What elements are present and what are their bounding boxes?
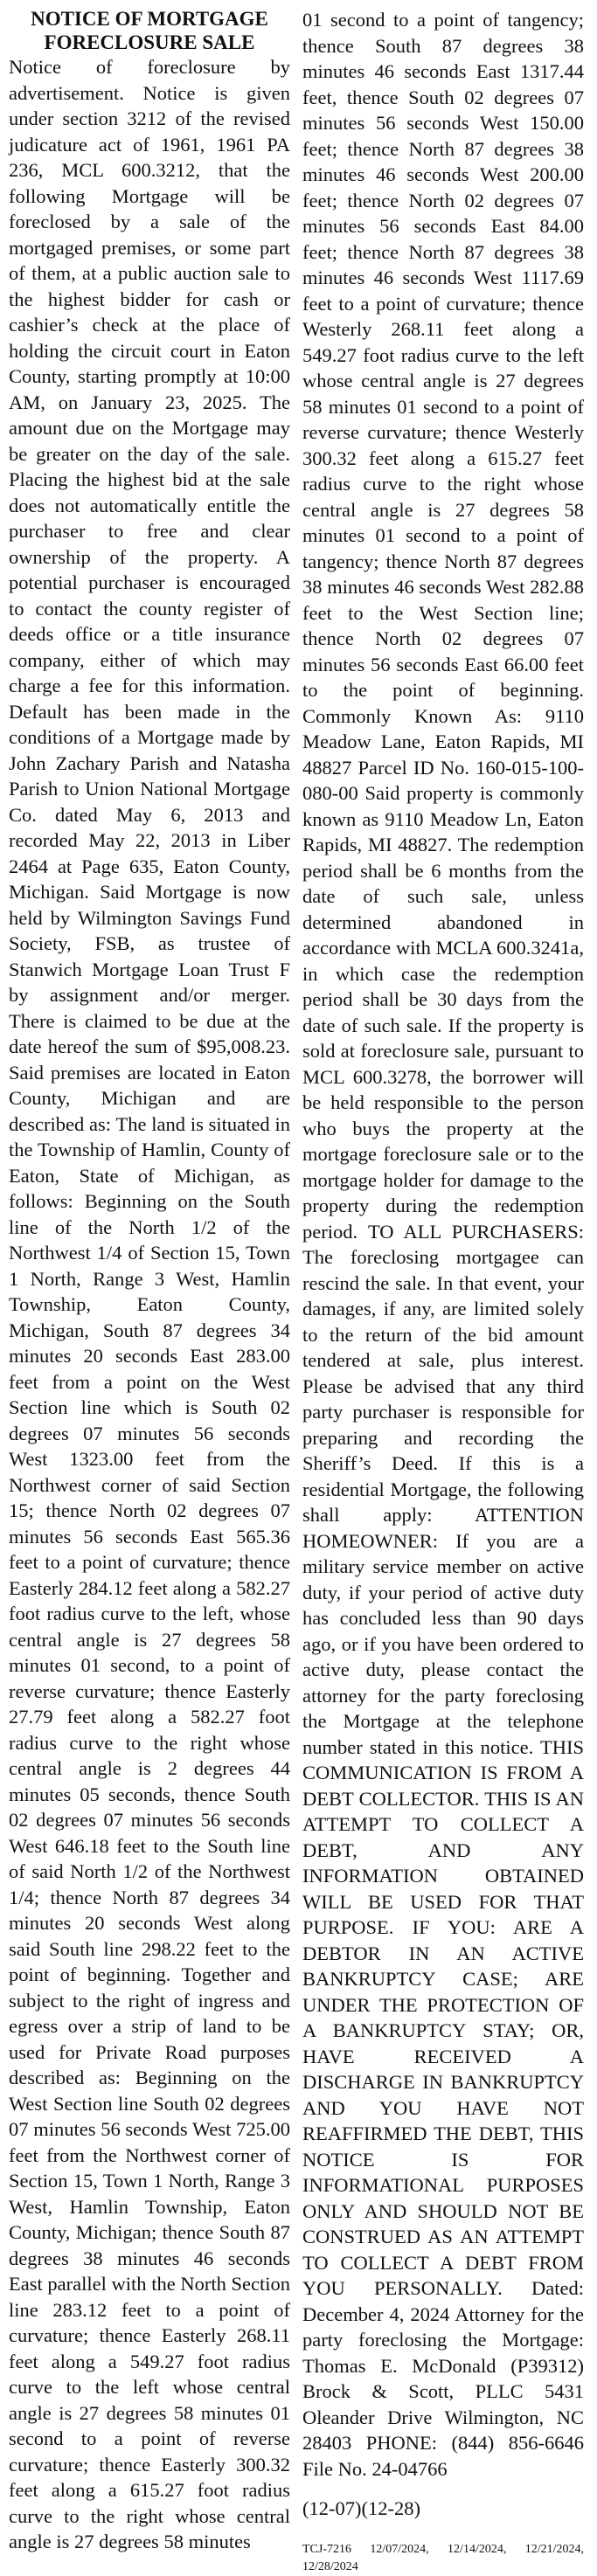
notice-title bbox=[9, 7, 290, 54]
notice-title-line-2: FORECLOSURE SALE bbox=[44, 31, 255, 53]
notice-body-part-1: Notice of foreclosure by advertisement. Notice is given under section 3212 of the revised judicature act of 1961, 1961 PA 236, MCL 600.3212, that the following Mortgage will be foreclosed by a sale of the mortgaged premises, or some part of them, at a public auction sale to the highest bidder for cash or cashier’s check at the place of holding the circuit court in Eaton County, starting promptly at 10:00 AM, on January 23, 2025. The amount due on the Mortgage may be greater on the day of the sale. Placing the highest bid at the sale does not automatically entitle the purchaser to free and clear ownership of the property. A potential purchaser is encouraged to contact the county register of deeds office or a title insurance company, either of which may charge a fee for this information. Default has been made in the conditions of a Mortgage made by John Zachary Parish and Natasha Parish to Union National Mortgage Co. dated May 6, 2013 and recorded May 22, 2013 in Liber 2464 at Page 635, Eaton County, Michigan. Said Mortgage is now held by Wilmington Savings Fund Society, FSB, as trustee of Stanwich Mortgage Loan Trust F by assignment and/or merger. There is claimed to be due at the date hereof the sum of $95,008.23. Said premises are located in Eaton County, Michigan and are described as: The land is situated in the Township of Hamlin, County of Eaton, State of Michigan, as follows: Beginning on the South line of the North 1/2 of the Northwest 1/4 of Section 15, Town 1 North, Range 3 West, Hamlin Township, Eaton County, Michigan, South 87 degrees 34 minutes 20 seconds East 283.00 feet from a point on the West Section line which is South 02 degrees 07 minutes 56 seconds West 1323.00 feet from the Northwest corner of said Section 15; thence North 02 degrees 07 minutes 56 seconds East 565.36 feet to a point of curvature; thence Easterly 284.12 feet along a 582.27 foot radius curve to the left, whose central angle is 27 degrees 58 minutes 01 second, to a point of reverse curvature; thence Easterly 27.79 feet along a 582.27 foot radius curve to the right whose central angle is 2 degrees 44 minutes 05 seconds, thence South 02 degrees 07 minutes 56 seconds West 646.18 feet to the South line of said North 1/2 of the Northwest 1/4; thence North 87 degrees 34 minutes 20 seconds West along said South line 298.22 feet to the point of beginning. Together and subject to the right of ingress and egress over a strip of land to be used for Private Road purposes described as: Beginning on the West Section line South 02 degrees 07 minutes 56 seconds West 725.00 feet from the Northwest corner of Section 15, Town 1 North, Range 3 West, Hamlin Township, Eaton County, Michigan; thence South 87 degrees 38 minutes 46 seconds East parallel with the North Section line 283.12 feet to a point of curvature; thence Easterly 268.11 feet along a 549.27 foot radius curve to the left whose central angle is 27 degrees 58 minutes 01 second to a point of reverse curvature; thence Easterly 300.32 feet along a 615.27 foot radius curve to the right whose central angle is 27 degrees 58 minutes bbox=[9, 56, 290, 2552]
publication-footer: TCJ-7216 12/07/2024, 12/14/2024, 12/21/2024, 12/28/2024 bbox=[302, 2542, 584, 2573]
notice-column-left bbox=[9, 7, 290, 2552]
notice-body-part-2: 01 second to a point of tangency; thence South 87 degrees 38 minutes 46 seconds East 1317.44 feet, thence South 02 degrees 07 minutes 56 seconds West 150.00 feet; thence North 87 degrees 38 minutes 46 seconds West 200.00 feet; thence North 02 degrees 07 minutes 56 seconds East 84.00 feet; thence North 87 degrees 38 minutes 46 seconds West 1117.69 feet to a point of curvature; thence Westerly 268.11 feet along a 549.27 foot radius curve to the left whose central angle is 27 degrees 58 minutes 01 second to a point of reverse curvature; thence Westerly 300.32 feet along a 615.27 feet radius curve to the right whose central angle is 27 degrees 58 minutes 01 second to a point of tangency; thence North 87 degrees 38 minutes 46 seconds West 282.88 feet to the West Section line; thence North 02 degrees 07 minutes 56 seconds East 66.00 feet to the point of beginning. Commonly Known As: 9110 Meadow Lane, Eaton Rapids, MI 48827 Parcel ID No. 160-015-100-080-00 Said property is commonly known as 9110 Meadow Ln, Eaton Rapids, MI 48827. The redemption period shall be 6 months from the date of such sale, unless determined abandoned in accordance with MCLA 600.3241a, in which case the redemption period shall be 30 days from the date of such sale. If the property is sold at foreclosure sale, pursuant to MCL 600.3278, the borrower will be held responsible to the person who buys the property at the mortgage foreclosure sale or to the mortgage holder for damage to the property during the redemption period. TO ALL PURCHASERS: The foreclosing mortgagee can rescind the sale. In that event, your damages, if any, are limited solely to the return of the bid amount tendered at sale, plus interest. Please be advised that any third party purchaser is responsible for preparing and recording the Sheriff’s Deed. If this is a residential Mortgage, the following shall apply: ATTENTION HOMEOWNER: If you are a military service member on active duty, if your period of active duty has concluded less than 90 days ago, or if you have been ordered to active duty, please contact the attorney for the party foreclosing the Mortgage at the telephone number stated in this notice. THIS COMMUNICATION IS FROM A DEBT COLLECTOR. THIS IS AN ATTEMPT TO COLLECT A DEBT, AND ANY INFORMATION OBTAINED WILL BE USED FOR THAT PURPOSE. IF YOU: ARE A DEBTOR IN AN ACTIVE BANKRUPTCY CASE; ARE UNDER THE PROTECTION OF A BANKRUPTCY STAY; OR, HAVE RECEIVED A DISCHARGE IN BANKRUPTCY AND YOU HAVE NOT REAFFIRMED THE DEBT, THIS NOTICE IS FOR INFORMATIONAL PURPOSES ONLY AND SHOULD NOT BE CONSTRUED AS AN ATTEMPT TO COLLECT A DEBT FROM YOU PERSONALLY. Dated: December 4, 2024 Attorney for the party foreclosing the Mortgage: Thomas E. McDonald (P39312) Brock & Scott, PLLC 5431 Oleander Drive Wilmington, NC 28403 PHONE: (844) 856-6646 File No. 24-04766 bbox=[302, 9, 584, 2480]
publication-run-dates: (12-07)(12-28) bbox=[302, 2497, 420, 2519]
notice-column-right bbox=[302, 7, 584, 2573]
notice-title-line-1: NOTICE OF MORTGAGE bbox=[31, 8, 268, 30]
